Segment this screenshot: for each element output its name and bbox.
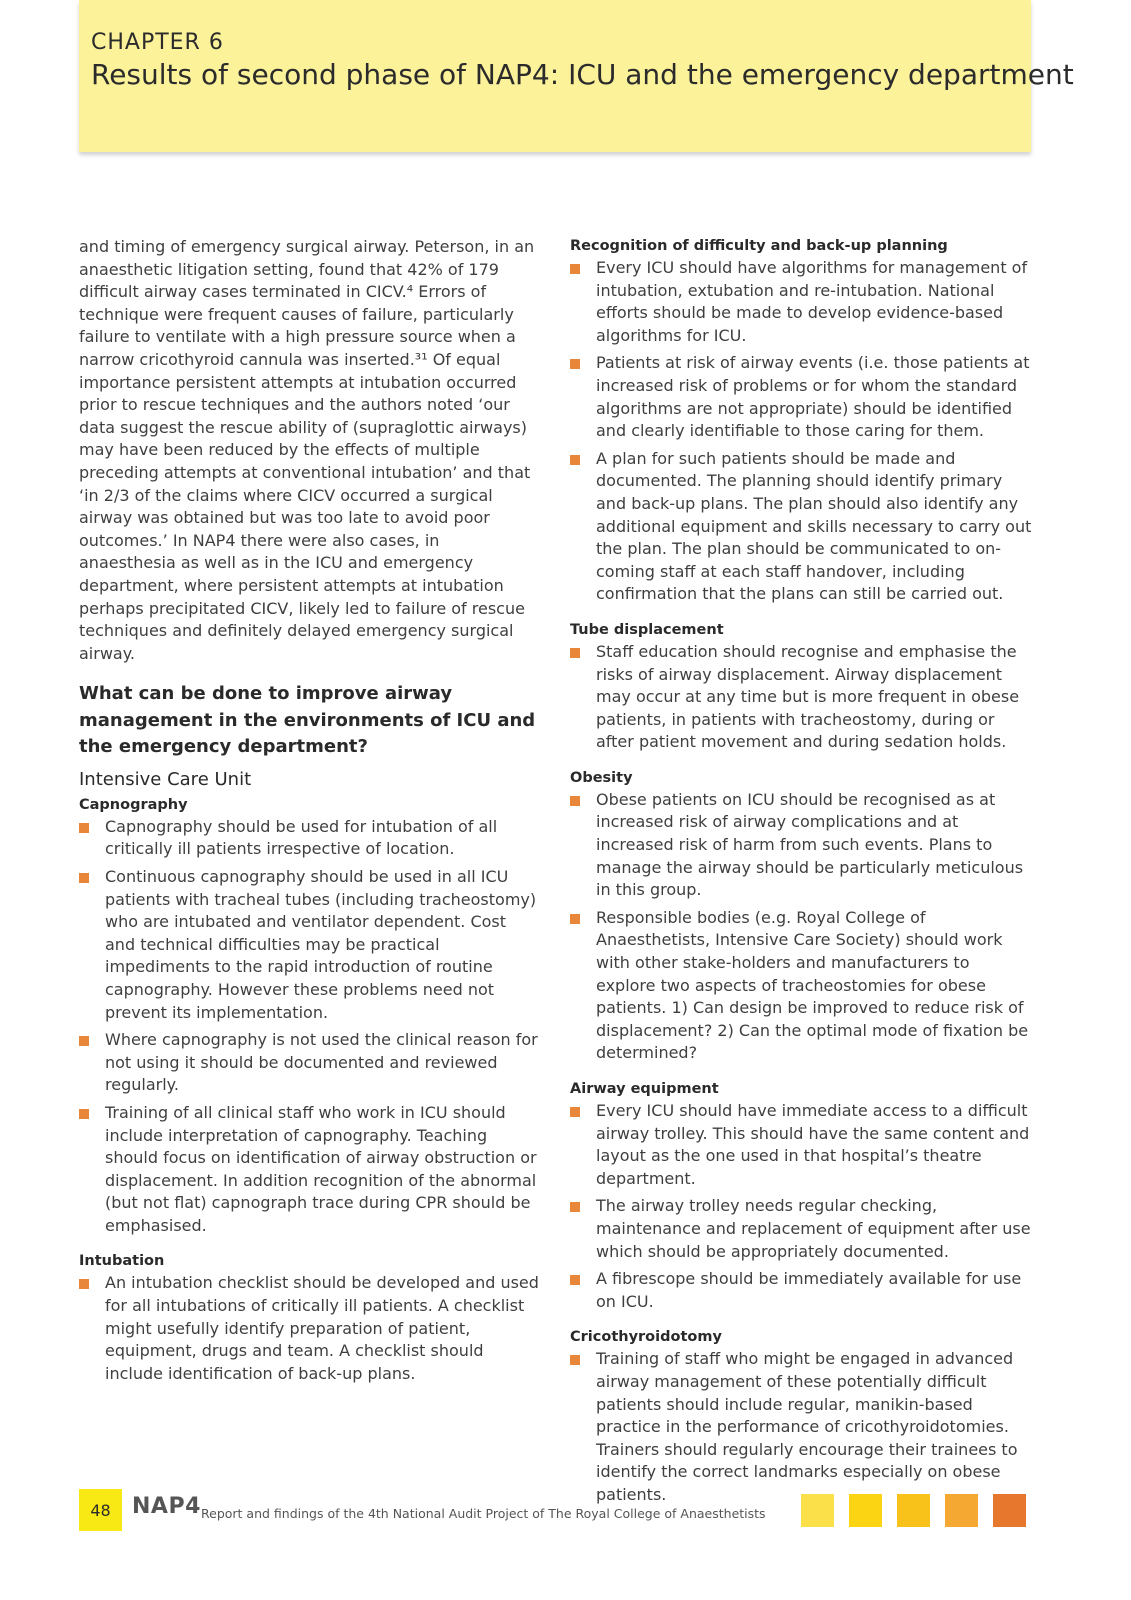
bullet-square-icon: [570, 914, 580, 924]
list-item-text: Obese patients on ICU should be recognised as at increased risk of airway complications and at increased risk of harm from such events. Plans to manage the airway should be particularly meticulous in this group.: [596, 789, 1024, 900]
list-item-text: Every ICU should have algorithms for management of intubation, extubation and re-intubation. National efforts should be made to develop evidence-based algorithms for ICU.: [596, 258, 1028, 345]
bullet-square-icon: [570, 1107, 580, 1117]
bullet-square-icon: [570, 1355, 580, 1365]
list-item-text: A fibrescope should be immediately available for use on ICU.: [596, 1269, 1022, 1311]
list-item-text: Staff education should recognise and emphasise the risks of airway displacement. Airway displacement may occur at any time but is more frequent in obese patients, in patients with tracheostomy, during or after patient movement and during sedation holds.: [596, 641, 1020, 752]
color-swatch: [849, 1494, 882, 1527]
chapter-label: CHAPTER 6: [91, 30, 224, 55]
list-item: [570, 352, 1032, 442]
list-item: [570, 789, 1032, 902]
bullet-square-icon: [570, 359, 580, 369]
cricothyroidotomy-list: [570, 1348, 1032, 1506]
list-item: [79, 1029, 541, 1097]
bullet-square-icon: [570, 1202, 580, 1212]
recognition-heading: Recognition of difficulty and back-up planning: [570, 238, 948, 254]
airway-equipment-list: [570, 1100, 1032, 1313]
tube-displacement-list: [570, 641, 1032, 754]
color-swatch: [945, 1494, 978, 1527]
color-swatch: [897, 1494, 930, 1527]
color-swatch: [993, 1494, 1026, 1527]
obesity-heading: Obesity: [570, 769, 633, 786]
list-item: [570, 257, 1032, 347]
bullet-square-icon: [570, 455, 580, 465]
question-heading: What can be done to improve airway management in the environments of ICU and the emergency department?: [79, 683, 536, 758]
right-column: [570, 236, 1032, 1512]
page-footer: [79, 1489, 1031, 1531]
list-item-text: Patients at risk of airway events (i.e. those patients at increased risk of problems or for whom the standard algorithms are not appropriate) should be identified and clearly identifiable to those caring for them.: [596, 353, 1030, 441]
bullet-square-icon: [570, 264, 580, 274]
nap4-logo: NAP4: [132, 1494, 201, 1519]
intubation-heading: Intubation: [79, 1253, 165, 1270]
list-item-text: Capnography should be used for intubation of all critically ill patients irrespective of location.: [105, 816, 498, 859]
left-column: [79, 236, 541, 1390]
page-number: 48: [79, 1489, 122, 1531]
list-item-text: Responsible bodies (e.g. Royal College of Anaesthetists, Intensive Care Society) should work with other stake-holders and manufacturers to explore two aspects of tracheostomies for obese patients. 1) Can design be improved to reduce risk of displacement? 2) Can the optimal mode of fixation be determined?: [596, 907, 1029, 1063]
color-swatch: [801, 1494, 834, 1527]
intubation-list: [79, 1272, 541, 1385]
recognition-list: [570, 257, 1032, 606]
list-item: [570, 1195, 1032, 1263]
list-item: [79, 816, 541, 861]
bullet-square-icon: [570, 796, 580, 806]
cricothyroidotomy-heading: Cricothyroidotomy: [570, 1329, 722, 1346]
bullet-square-icon: [79, 873, 89, 883]
list-item-text: An intubation checklist should be developed and used for all intubations of critically ill patients. A checklist might usefully identify preparation of patient, equipment, drugs and team. A checklist should include identification of back-up plans.: [105, 1273, 539, 1383]
airway-equipment-heading: Airway equipment: [570, 1081, 719, 1097]
icu-heading: Intensive Care Unit: [79, 768, 252, 790]
list-item: [570, 1100, 1032, 1190]
list-item-text: The airway trolley needs regular checking, maintenance and replacement of equipment after use which should be appropriately documented.: [596, 1196, 1031, 1261]
list-item: [79, 866, 541, 1024]
list-item: [79, 1102, 541, 1238]
obesity-list: [570, 789, 1032, 1065]
tube-displacement-heading: Tube displacement: [570, 621, 724, 638]
list-item: [570, 1348, 1032, 1506]
bullet-square-icon: [570, 648, 580, 658]
bullet-square-icon: [570, 1275, 580, 1285]
list-item-text: Every ICU should have immediate access to a difficult airway trolley. This should have the same content and layout as the one used in that hospital’s theatre department.: [596, 1101, 1030, 1188]
capnography-list: [79, 816, 541, 1238]
intro-paragraph: and timing of emergency surgical airway. Peterson, in an anaesthetic litigation setting, found that 42% of 179 difficult airway cases terminated in CICV.⁴ Errors of technique were frequent causes of failure, particularly failure to ventilate with a high pressure source when a narrow cricothyroid cannula was inserted.³¹ Of equal importance persistent attempts at intubation occurred prior to rescue techniques and the authors noted ‘our data suggest the rescue ability of (supraglottic airways) may have been reduced by the effects of multiple preceding attempts at conventional intubation’ and that ‘in 2/3 of the claims where CICV occurred a surgical airway was obtained but was too late to avoid poor outcomes.’ In NAP4 there were also cases, in anaesthesia as well as in the ICU and emergency department, where persistent attempts at intubation perhaps precipitated CICV, likely led to failure of rescue techniques and definitely delayed emergency surgical airway.: [79, 237, 535, 663]
list-item: [570, 907, 1032, 1065]
list-item: [570, 1268, 1032, 1313]
chapter-header: [79, 0, 1074, 152]
list-item-text: Training of staff who might be engaged in advanced airway management of these potentially difficult patients should include regular, manikin-based practice in the performance of cricothyroidotomies. Trainers should regularly encourage their trainees to identify the correct landmarks especially on obese patients.: [596, 1349, 1018, 1504]
list-item-text: Where capnography is not used the clinical reason for not using it should be documented and reviewed regularly.: [105, 1030, 538, 1095]
list-item-text: Continuous capnography should be used in all ICU patients with tracheal tubes (including tracheostomy) who are intubated and ventilator dependent. Cost and technical difficulties may be practical impediments to the rapid introduction of routine capnography. However these problems need not prevent its implementation.: [105, 866, 537, 1022]
list-item: [79, 1272, 541, 1385]
bullet-square-icon: [79, 1109, 89, 1119]
capnography-heading: Capnography: [79, 796, 188, 813]
bullet-square-icon: [79, 823, 89, 833]
bullet-square-icon: [79, 1279, 89, 1289]
list-item-text: A plan for such patients should be made and documented. The planning should identify primary and back-up plans. The plan should also identify any additional equipment and skills necessary to carry out the plan. The plan should be communicated to on-coming staff at each staff handover, including confirmation that the plans can still be carried out.: [596, 448, 1032, 604]
chapter-title: Results of second phase of NAP4: ICU and the emergency department: [91, 58, 1074, 91]
list-item-text: Training of all clinical staff who work in ICU should include interpretation of capnography. Teaching should focus on identification of airway obstruction or displacement. In addition recognition of the abnormal (but not flat) capnograph trace during CPR should be emphasised.: [105, 1102, 537, 1235]
footer-text: Report and findings of the 4th National Audit Project of The Royal College of Anaesthetists: [201, 1506, 766, 1521]
bullet-square-icon: [79, 1036, 89, 1046]
list-item: [570, 448, 1032, 606]
list-item: [570, 641, 1032, 754]
